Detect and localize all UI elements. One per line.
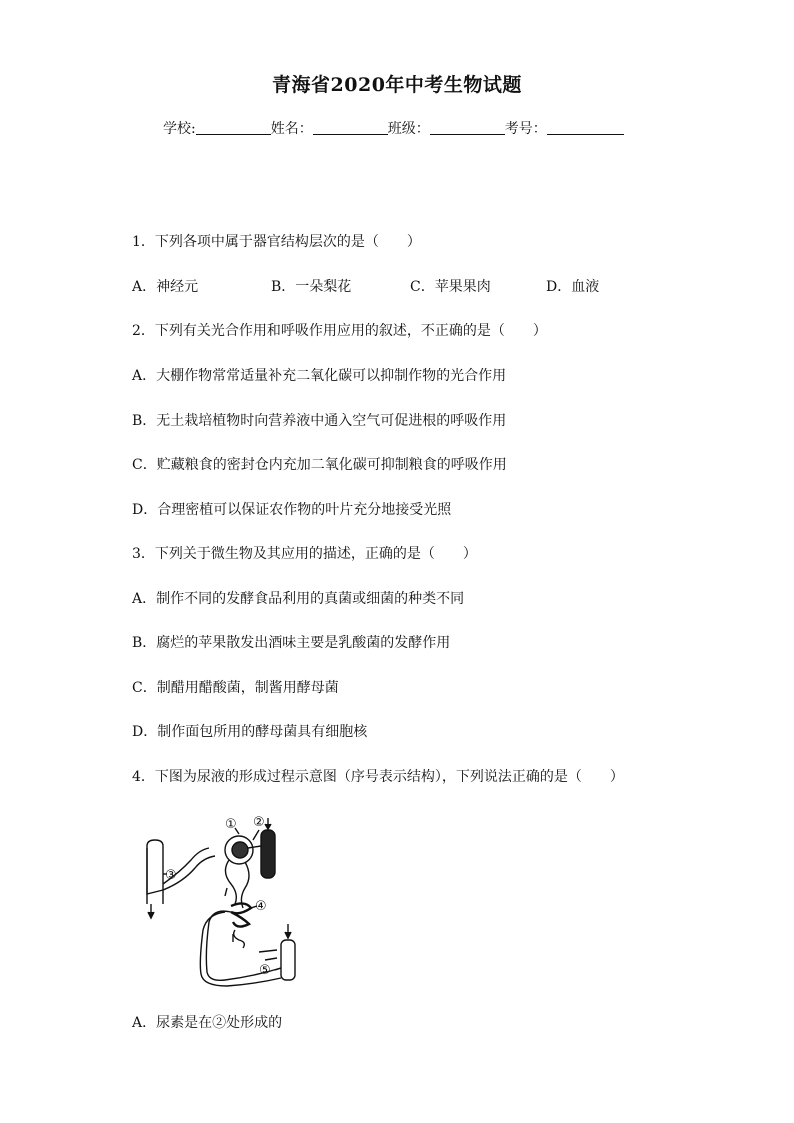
student-info-row bbox=[163, 118, 624, 138]
question-4-stem: 4．下图为尿液的形成过程示意图（序号表示结构），下列说法正确的是（ ） bbox=[132, 769, 624, 785]
question-1-stem: 1．下列各项中属于器官结构层次的是（ ） bbox=[132, 234, 421, 250]
exam-no-label: 考号： bbox=[504, 121, 547, 137]
class-blank[interactable] bbox=[430, 120, 505, 135]
name-label: 姓名： bbox=[270, 121, 313, 137]
class-label: 班级： bbox=[387, 121, 430, 137]
q2-option-c[interactable]: C．贮藏粮食的密封仓内充加二氧化碳可抑制粮食的呼吸作用 bbox=[132, 457, 507, 473]
school-blank[interactable] bbox=[196, 120, 271, 135]
vessel-5-link bbox=[259, 950, 277, 952]
q3-option-a[interactable]: A．制作不同的发酵食品利用的真菌或细菌的种类不同 bbox=[132, 591, 465, 607]
q3-option-d[interactable]: D．制作面包所用的酵母菌具有细胞核 bbox=[132, 724, 368, 740]
tubule-outer bbox=[241, 862, 249, 908]
q3-option-b[interactable]: B．腐烂的苹果散发出酒味主要是乳酸菌的发酵作用 bbox=[132, 635, 451, 651]
vessel-3-walls bbox=[147, 848, 163, 904]
q4-option-a[interactable]: A．尿素是在②处形成的 bbox=[132, 1015, 283, 1031]
glomerulus-2 bbox=[232, 842, 248, 858]
q1-option-b[interactable]: B．一朵梨花 bbox=[271, 279, 352, 295]
afferent-vessel bbox=[261, 830, 275, 878]
exam-no-blank[interactable] bbox=[547, 120, 624, 135]
figure-label-4: ④ bbox=[255, 899, 267, 914]
vessel-3-shape bbox=[147, 840, 163, 894]
tubule-lower bbox=[234, 930, 245, 948]
vessel-3-arrowhead bbox=[148, 912, 154, 918]
school-label: 学校: bbox=[163, 121, 196, 137]
q2-option-a[interactable]: A．大棚作物常常适量补充二氧化碳可以抑制作物的光合作用 bbox=[132, 368, 507, 384]
tubule-coil-4 bbox=[231, 903, 251, 926]
label-5-leader bbox=[275, 968, 281, 970]
q2-option-b[interactable]: B．无土栽培植物时向营养液中通入空气可促进根的呼吸作用 bbox=[132, 413, 507, 429]
vessel-5 bbox=[281, 940, 295, 980]
q1-option-d[interactable]: D．血液 bbox=[546, 279, 600, 295]
q1-option-c[interactable]: C．苹果果肉 bbox=[410, 279, 491, 295]
label-2-leader bbox=[253, 830, 259, 840]
afferent-link bbox=[248, 846, 261, 848]
flow-arrow-1 bbox=[225, 888, 227, 896]
proximal-tubule bbox=[225, 860, 236, 904]
vessel-5-link-2 bbox=[265, 958, 277, 960]
page-title: 青海省2020年中考生物试题 bbox=[272, 74, 522, 96]
figure-label-1: ① bbox=[225, 817, 237, 832]
question-1-options bbox=[132, 278, 652, 296]
figure-label-2: ② bbox=[253, 815, 265, 830]
figure-label-3: ③ bbox=[165, 868, 177, 883]
figure-label-5: ⑤ bbox=[259, 963, 271, 978]
urine-formation-diagram bbox=[135, 812, 310, 990]
q1-option-a[interactable]: A．神经元 bbox=[132, 279, 199, 295]
q3-option-c[interactable]: C．制醋用醋酸菌，制酱用酵母菌 bbox=[132, 680, 339, 696]
inflow-arrowhead bbox=[265, 824, 271, 829]
q2-option-d[interactable]: D．合理密植可以保证农作物的叶片充分地接受光照 bbox=[132, 502, 452, 518]
vessel-5-arrowhead bbox=[285, 932, 291, 938]
question-2-stem: 2．下列有关光合作用和呼吸作用应用的叙述，不正确的是（ ） bbox=[132, 323, 547, 339]
question-3-stem: 3．下列关于微生物及其应用的描述，正确的是（ ） bbox=[132, 546, 477, 562]
name-blank[interactable] bbox=[313, 120, 388, 135]
nephron-diagram-svg bbox=[135, 812, 310, 990]
